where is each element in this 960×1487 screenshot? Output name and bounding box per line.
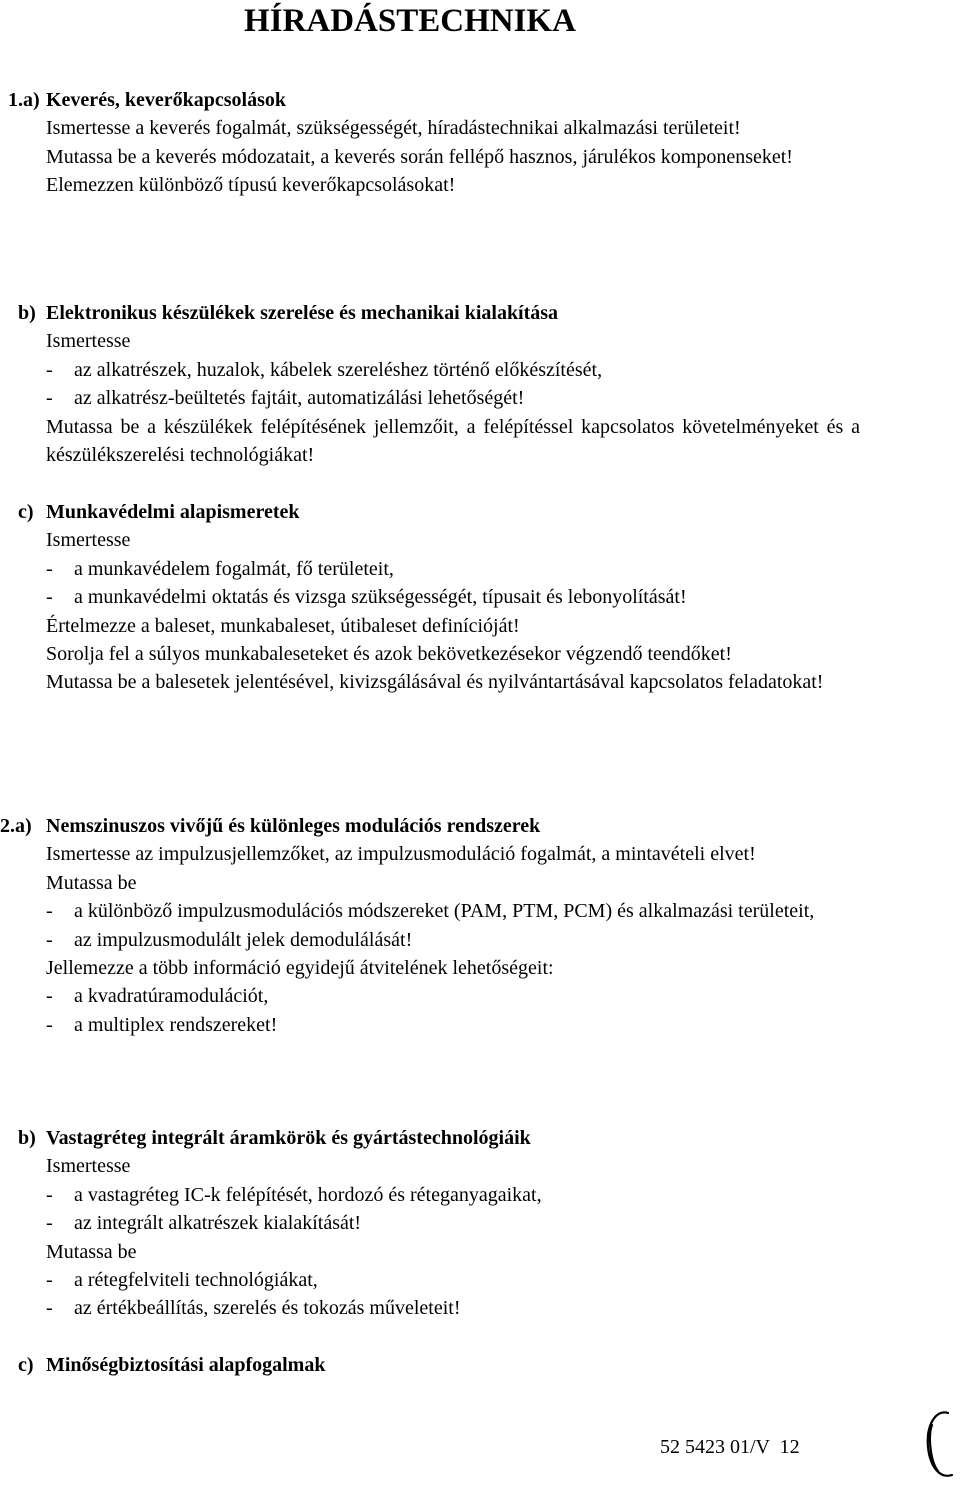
paragraph: Elemezzen különböző típusú keverőkapcsolásokat! <box>46 174 456 197</box>
paragraph: Ismertesse az impulzusjellemzőket, az impulzusmoduláció fogalmát, a mintavételi elvet! <box>46 843 756 866</box>
section-heading: Elektronikus készülékek szerelése és mechanikai kialakítása <box>46 302 559 324</box>
section-2c <box>0 1351 860 1379</box>
intro-text: Mutassa be <box>46 871 137 894</box>
section-heading: Vastagréteg integrált áramkörök és gyártástechnológiáik <box>46 1127 531 1149</box>
list-item: - a munkavédelem fogalmát, fő területeit, <box>0 555 860 583</box>
page-title: HÍRADÁSTECHNIKA <box>244 3 576 39</box>
section-2b <box>0 1124 860 1323</box>
intro-text: Mutassa be <box>46 1240 137 1263</box>
section-label: 2.a) <box>0 815 32 837</box>
paragraph: Mutassa be a balesetek jelentésével, kivizsgálásával és nyilvántartásával kapcsolatos feladatokat! <box>46 671 824 694</box>
dash: - <box>46 586 53 609</box>
section-1c <box>0 498 860 697</box>
list-item: - az értékbeállítás, szerelés és tokozás műveleteit! <box>0 1294 860 1322</box>
list-item: - a különböző impulzusmodulációs módszereket (PAM, PTM, PCM) és alkalmazási területeit, <box>0 897 860 925</box>
dash: - <box>46 985 53 1008</box>
dash: - <box>46 387 53 410</box>
paragraph: Mutassa be a keverés módozatait, a keverés során fellépő hasznos, járulékos komponenseket! <box>46 145 793 168</box>
section-heading: Munkavédelmi alapismeretek <box>46 501 300 523</box>
paragraph: Ismertesse a keverés fogalmát, szükségességét, híradástechnikai alkalmazási területeit! <box>46 117 741 140</box>
signature-mark <box>918 1405 958 1485</box>
dash: - <box>46 557 53 580</box>
dash: - <box>46 358 53 381</box>
paragraph: Értelmezze a baleset, munkabaleset, útibaleset definícióját! <box>46 614 520 637</box>
section-1a <box>0 86 860 200</box>
paragraph: Sorolja fel a súlyos munkabaleseteket és azok bekövetkezésekor végzendő teendőket! <box>46 643 732 666</box>
page-footer: 52 5423 01/V 12 <box>660 1436 800 1458</box>
paragraph: Mutassa be a készülékek felépítésének jellemzőit, a felépítéssel kapcsolatos követelményeket és a készülékszerelési technológiákat! <box>46 415 860 467</box>
intro-text: Ismertesse <box>46 1155 131 1178</box>
dash: - <box>46 1212 53 1235</box>
section-label: 1.a) <box>8 89 40 111</box>
list-item: - az alkatrészek, huzalok, kábelek szereléshez történő előkészítését, <box>0 356 860 384</box>
list-item: - az integrált alkatrészek kialakítását! <box>0 1209 860 1237</box>
list-item: - a multiplex rendszereket! <box>0 1011 860 1039</box>
section-2a <box>0 812 860 1039</box>
section-heading: Minőségbiztosítási alapfogalmak <box>46 1354 326 1376</box>
list-item: - az impulzusmodulált jelek demodulálását! <box>0 926 860 954</box>
intro-text: Ismertesse <box>46 529 131 552</box>
dash: - <box>46 1269 53 1292</box>
section-label: c) <box>18 501 34 523</box>
section-label: c) <box>18 1354 34 1376</box>
intro-text: Ismertesse <box>46 330 131 353</box>
list-item: - az alkatrész-beültetés fajtáit, automatizálási lehetőségét! <box>0 384 860 412</box>
dash: - <box>46 928 53 951</box>
section-heading: Nemszinuszos vivőjű és különleges modulációs rendszerek <box>46 815 541 837</box>
list-item: - a kvadratúramodulációt, <box>0 982 860 1010</box>
section-label: b) <box>18 1127 36 1149</box>
dash: - <box>46 1183 53 1206</box>
list-item: - a vastagréteg IC-k felépítését, hordozó és réteganyagaikat, <box>0 1181 860 1209</box>
section-heading: Keverés, keverőkapcsolások <box>46 89 286 111</box>
list-item: - a rétegfelviteli technológiákat, <box>0 1266 860 1294</box>
section-label: b) <box>18 302 36 324</box>
dash: - <box>46 1297 53 1320</box>
intro-text: Jellemezze a több információ egyidejű átvitelének lehetőségeit: <box>46 957 554 980</box>
dash: - <box>46 900 53 923</box>
dash: - <box>46 1013 53 1036</box>
list-item: - a munkavédelmi oktatás és vizsga szükségességét, típusait és lebonyolítását! <box>0 583 860 611</box>
section-1b <box>0 299 860 469</box>
